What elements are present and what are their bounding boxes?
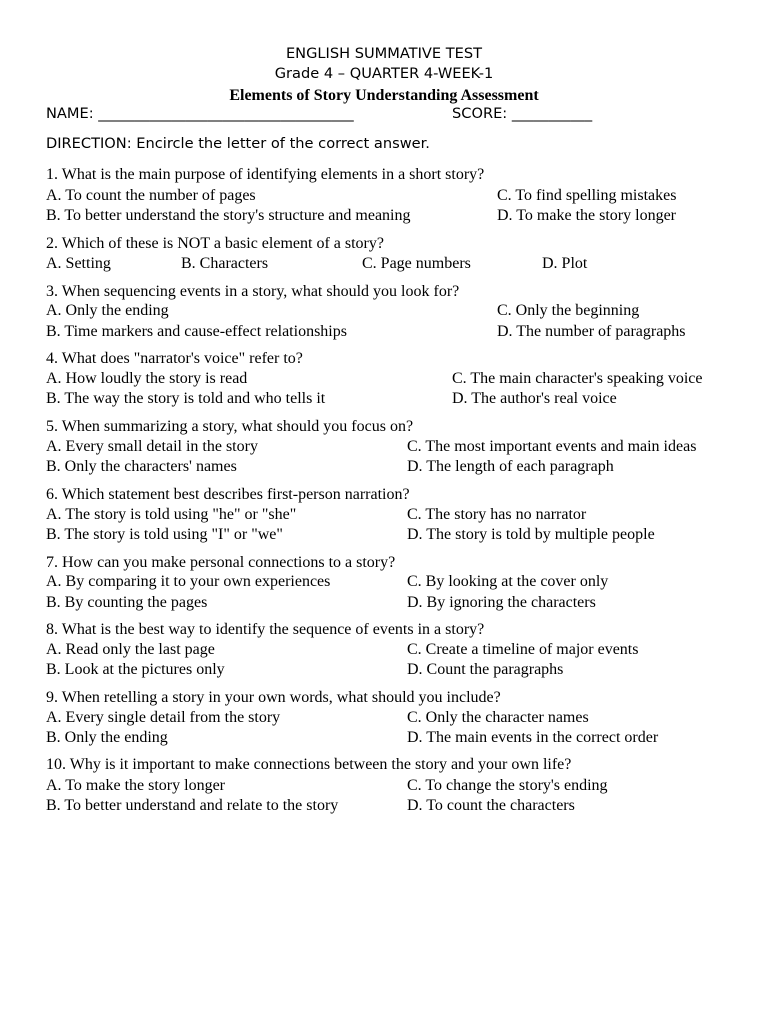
name-field[interactable]: NAME: ___________________________________ xyxy=(46,105,354,122)
q7-option-d[interactable]: D. By ignoring the characters xyxy=(407,594,596,611)
direction-text: DIRECTION: Encircle the letter of the correct answer. xyxy=(46,135,430,152)
q9-option-d[interactable]: D. The main events in the correct order xyxy=(407,729,659,746)
q6-option-a[interactable]: A. The story is told using "he" or "she" xyxy=(46,506,297,523)
q3-option-a[interactable]: A. Only the ending xyxy=(46,302,169,319)
q10-option-b[interactable]: B. To better understand and relate to the story xyxy=(46,797,339,814)
q4-option-c[interactable]: C. The main character's speaking voice xyxy=(452,370,703,387)
q8-option-b[interactable]: B. Look at the pictures only xyxy=(46,661,225,678)
q2-option-c[interactable]: C. Page numbers xyxy=(362,255,471,272)
q5-option-b[interactable]: B. Only the characters' names xyxy=(46,458,237,475)
q10-option-a[interactable]: A. To make the story longer xyxy=(46,777,225,794)
q1-option-d[interactable]: D. To make the story longer xyxy=(497,207,676,224)
q1-option-b[interactable]: B. To better understand the story's structure and meaning xyxy=(46,207,411,224)
q6-option-c[interactable]: C. The story has no narrator xyxy=(407,506,587,523)
q10-option-c[interactable]: C. To change the story's ending xyxy=(407,777,608,794)
assessment-title: Elements of Story Understanding Assessment xyxy=(229,87,539,104)
q1-option-c[interactable]: C. To find spelling mistakes xyxy=(497,187,677,204)
q7-option-a[interactable]: A. By comparing it to your own experiences xyxy=(46,573,331,590)
grade-quarter-heading: Grade 4 – QUARTER 4-WEEK-1 xyxy=(274,65,494,82)
q8-option-c[interactable]: C. Create a timeline of major events xyxy=(407,641,639,658)
q8-option-d[interactable]: D. Count the paragraphs xyxy=(407,661,564,678)
q2-option-a[interactable]: A. Setting xyxy=(46,255,111,272)
question-5: 5. When summarizing a story, what should you focus on? xyxy=(46,418,414,435)
q5-option-d[interactable]: D. The length of each paragraph xyxy=(407,458,614,475)
q6-option-b[interactable]: B. The story is told using "I" or "we" xyxy=(46,526,283,543)
q2-option-b[interactable]: B. Characters xyxy=(181,255,269,272)
q9-option-b[interactable]: B. Only the ending xyxy=(46,729,168,746)
q4-option-a[interactable]: A. How loudly the story is read xyxy=(46,370,248,387)
q2-option-d[interactable]: D. Plot xyxy=(542,255,588,272)
q8-option-a[interactable]: A. Read only the last page xyxy=(46,641,215,658)
q5-option-a[interactable]: A. Every small detail in the story xyxy=(46,438,258,455)
q7-option-c[interactable]: C. By looking at the cover only xyxy=(407,573,609,590)
question-10: 10. Why is it important to make connections between the story and your own life? xyxy=(46,756,572,773)
score-field[interactable]: SCORE: ___________ xyxy=(452,105,593,122)
question-8: 8. What is the best way to identify the sequence of events in a story? xyxy=(46,621,485,638)
q3-option-d[interactable]: D. The number of paragraphs xyxy=(497,323,686,340)
q9-option-c[interactable]: C. Only the character names xyxy=(407,709,589,726)
question-1: 1. What is the main purpose of identifying elements in a short story? xyxy=(46,166,485,183)
q3-option-c[interactable]: C. Only the beginning xyxy=(497,302,640,319)
q6-option-d[interactable]: D. The story is told by multiple people xyxy=(407,526,655,543)
q7-option-b[interactable]: B. By counting the pages xyxy=(46,594,208,611)
test-heading: ENGLISH SUMMATIVE TEST xyxy=(285,45,483,62)
question-3: 3. When sequencing events in a story, what should you look for? xyxy=(46,283,460,300)
question-2: 2. Which of these is NOT a basic element of a story? xyxy=(46,235,384,252)
question-9: 9. When retelling a story in your own words, what should you include? xyxy=(46,689,501,706)
q1-option-a[interactable]: A. To count the number of pages xyxy=(46,187,256,204)
q5-option-c[interactable]: C. The most important events and main ideas xyxy=(407,438,697,455)
q10-option-d[interactable]: D. To count the characters xyxy=(407,797,575,814)
q9-option-a[interactable]: A. Every single detail from the story xyxy=(46,709,281,726)
question-6: 6. Which statement best describes first-person narration? xyxy=(46,486,410,503)
q3-option-b[interactable]: B. Time markers and cause-effect relationships xyxy=(46,323,347,340)
question-7: 7. How can you make personal connections to a story? xyxy=(46,554,396,571)
q4-option-d[interactable]: D. The author's real voice xyxy=(452,390,617,407)
q4-option-b[interactable]: B. The way the story is told and who tells it xyxy=(46,390,326,407)
question-4: 4. What does "narrator's voice" refer to? xyxy=(46,350,303,367)
